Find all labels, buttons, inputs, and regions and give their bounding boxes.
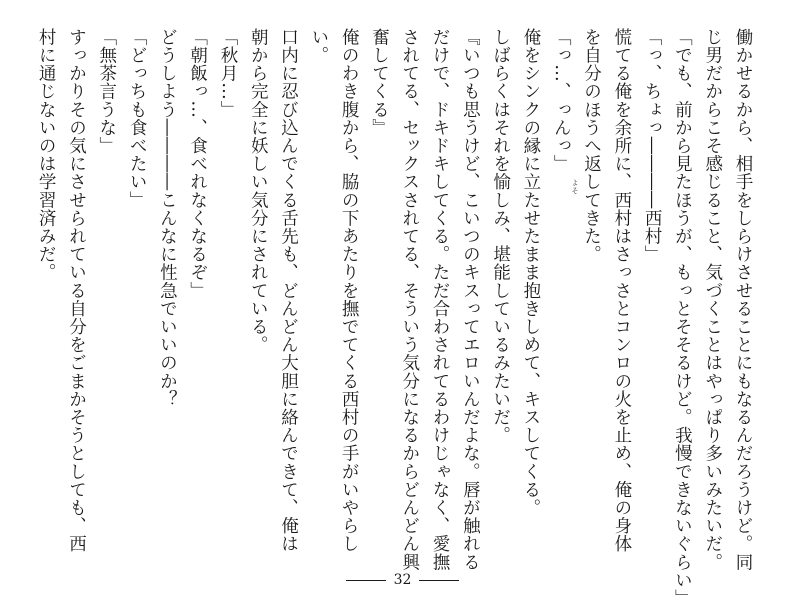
text-line: だけで、ドキドキしてくる。ただ合わされてるわけじゃなく、愛撫	[430, 28, 451, 571]
text-line: 働かせるから、相手をしらけさせることにもなるんだろうけど。同	[733, 28, 753, 571]
text-line: すっかりその気にさせられている自分をごまかそうとしても、西	[66, 28, 87, 553]
text-line: 「っ、ちょっ――――西村」	[642, 28, 663, 264]
page-footer	[0, 572, 805, 588]
text-line: を自分のほうへ返してきた。	[581, 28, 602, 264]
text-line: 「無茶言うな」	[96, 28, 117, 155]
text-line: 『いつも思うけど、こいつのキスってエロいんだよな。唇が触れる	[460, 28, 481, 571]
page-number: 32	[393, 572, 412, 588]
text-line: 慌てる俺を余所に、西村はさっさとコンロの火を止め、俺の身体	[611, 28, 632, 553]
text-line: どうしよう――――こんなに性急でいいのか？	[157, 28, 178, 409]
text-line: 俺のわき腹から、脇の下あたりを撫でてくる西村の手がいやらし	[339, 28, 360, 553]
text-line: 奮してくる』	[369, 28, 390, 137]
text-line: 「秋月…」	[217, 28, 238, 119]
text-line: 「朝飯っ…、食べれなくなるぞ」	[187, 28, 208, 300]
text-line: 朝から完全に妖しい気分にされている。	[248, 28, 269, 354]
text-line: い。	[308, 28, 329, 65]
text-line: 口内に忍び込んでくる舌先も、どんどん大胆に絡んできて、俺は	[278, 28, 299, 553]
text-line: されてる、セックスされてる、そういう気分になるからどんどん興	[399, 28, 420, 571]
text-line: 俺をシンクの縁に立たせたまま抱きしめて、キスしてくる。	[520, 28, 541, 517]
text-line: しばらくはそれを愉しみ、堪能しているみたいだ。	[490, 28, 511, 445]
text-line: 「でも、前から見たほうが、もっとそそるけど。我慢できないぐらい」	[672, 28, 693, 607]
text-line: 「どっちも食べたい」	[127, 28, 148, 209]
text-line: 「っ…、っんっ」	[551, 28, 572, 173]
footer-rule-left	[346, 580, 386, 581]
text-line: じ男だからこそ感じること、気づくことはやっぱり多いみたいだ。	[702, 28, 723, 571]
text-line: 村に通じないのは学習済みだ。	[36, 28, 57, 282]
ruby-annotation: よそ	[571, 179, 579, 195]
footer-rule-right	[419, 580, 459, 581]
